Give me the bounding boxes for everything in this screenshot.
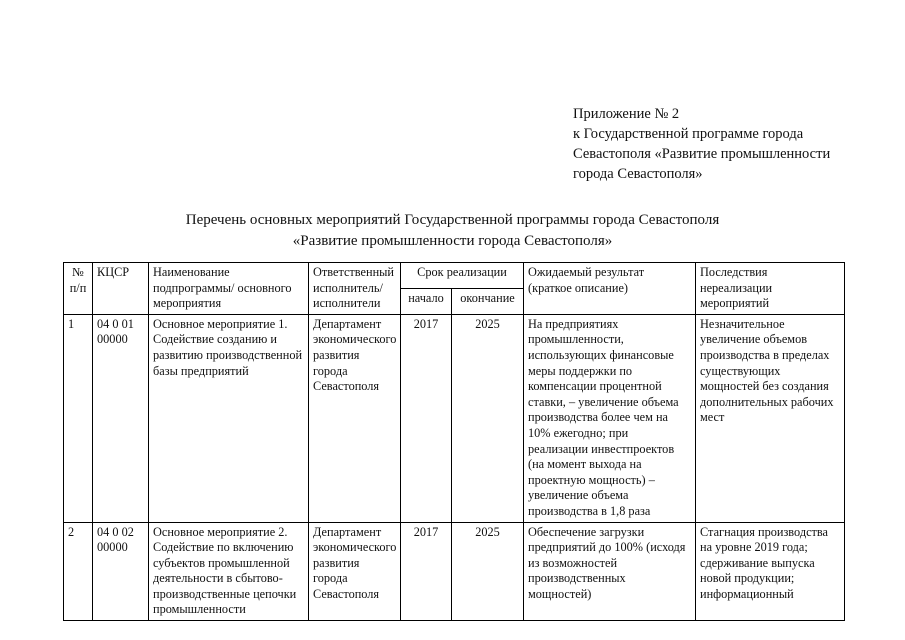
cell-result: Обеспечение загрузки предприятий до 100% (исходя из возможностей производственных мощностей): [524, 522, 696, 621]
cell-executor: Департамент экономического развития города Севастополя: [309, 522, 401, 621]
header-row: [64, 263, 845, 289]
appendix-line-2: к Государственной программе города: [573, 126, 804, 142]
header-kcsr: КЦСР: [93, 263, 149, 315]
appendix-line-4: города Севастополя»: [573, 166, 703, 182]
cell-name: Основное мероприятие 1. Содействие созданию и развитию производственной базы предприятий: [149, 314, 309, 522]
header-executor: Ответственный исполнитель/ исполнители: [309, 263, 401, 315]
cell-executor: Департамент экономического развития города Севастополя: [309, 314, 401, 522]
header-result: Ожидаемый результат (краткое описание): [524, 263, 696, 315]
header-num: № п/п: [64, 263, 93, 315]
cell-consequences: Незначительное увеличение объемов производства в пределах существующих мощностей без создания дополнительных рабочих мест: [696, 314, 845, 522]
document-title: [0, 210, 905, 252]
cell-name: Основное мероприятие 2. Содействие по включению субъектов промышленной деятельности в сбытово-производственные цепочки промышленности: [149, 522, 309, 621]
title-line-1: Перечень основных мероприятий Государственной программы города Севастополя: [185, 212, 720, 228]
cell-end: 2025: [452, 522, 524, 621]
cell-start: 2017: [401, 314, 452, 522]
cell-kcsr: 04 0 01 00000: [93, 314, 149, 522]
header-name: Наименование подпрограммы/ основного мероприятия: [149, 263, 309, 315]
cell-num: 2: [64, 522, 93, 621]
table-row: [64, 314, 845, 522]
cell-kcsr: 04 0 02 00000: [93, 522, 149, 621]
header-end: окончание: [452, 288, 524, 314]
header-consequences: Последствия нереализации мероприятий: [696, 263, 845, 315]
appendix-header: [573, 104, 830, 184]
cell-result: На предприятиях промышленности, использующих финансовые меры поддержки по компенсации процентной ставки, – увеличение объема производства более чем на 10% ежегодно; при реализации инвестпроектов (на момент выхода на проектную мощность) – увеличение объема производства в 1,8 раза: [524, 314, 696, 522]
cell-start: 2017: [401, 522, 452, 621]
header-start: начало: [401, 288, 452, 314]
cell-end: 2025: [452, 314, 524, 522]
cell-consequences: Стагнация производства на уровне 2019 года; сдерживание выпуска новой продукции; информационный: [696, 522, 845, 621]
appendix-line-3: Севастополя «Развитие промышленности: [573, 146, 831, 162]
appendix-line-1: Приложение № 2: [573, 106, 680, 122]
title-line-2: «Развитие промышленности города Севастополя»: [292, 233, 613, 249]
table-row: [64, 522, 845, 621]
header-period: Срок реализации: [401, 263, 524, 289]
cell-num: 1: [64, 314, 93, 522]
measures-table: [63, 262, 845, 621]
